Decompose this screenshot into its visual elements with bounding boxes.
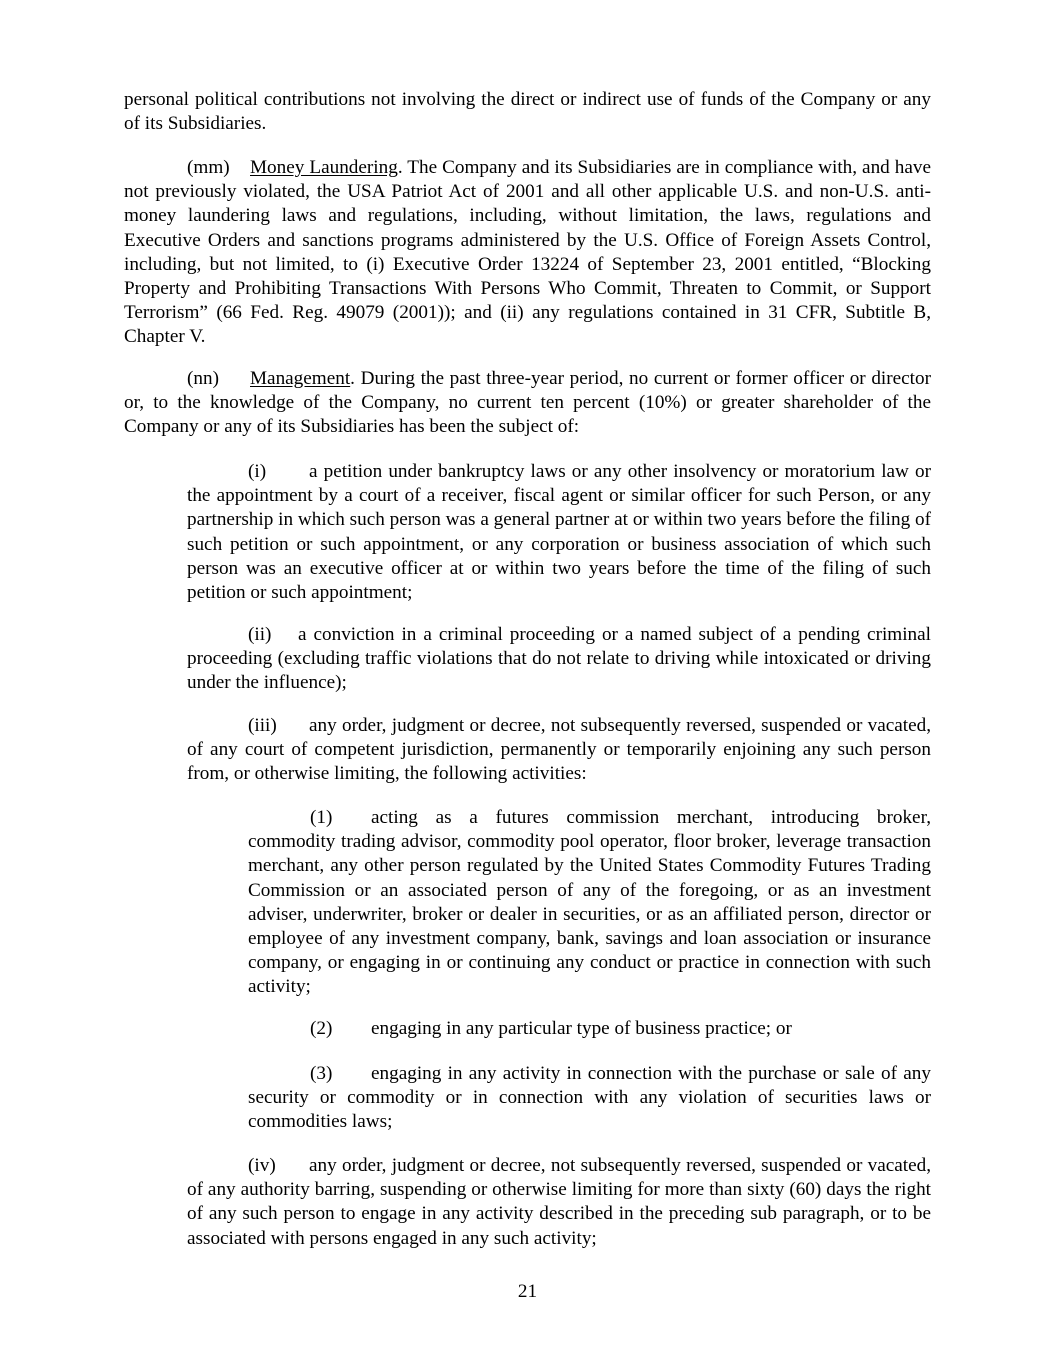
item-1-label: (1) <box>310 807 333 828</box>
section-nn-label: (nn) <box>187 368 219 389</box>
item-i-label: (i) <box>248 461 267 482</box>
item-iv-text: any order, judgment or decree, not subsequently reversed, suspended or vacated, of any authority barring, suspending or otherwise limiting for more than sixty (60) days the right of any such person to engage in any activity described in the preceding sub paragraph, or to be associated with persons engaged in any such activity; <box>187 1155 931 1249</box>
section-nn-heading: Management <box>250 368 351 389</box>
section-mm-label: (mm) <box>187 157 230 178</box>
item-1 <box>248 806 931 1000</box>
item-3-text: engaging in any activity in connection with the purchase or sale of any security or commodity or in connection with any violation of securities laws or commodities laws; <box>248 1063 931 1133</box>
item-3-label: (3) <box>310 1063 333 1084</box>
item-2 <box>248 1017 931 1041</box>
section-mm-heading: Money Laundering <box>250 157 398 178</box>
item-2-text: engaging in any particular type of business practice; or <box>371 1018 792 1039</box>
section-nn-management <box>124 367 931 440</box>
item-iii-text: any order, judgment or decree, not subsequently reversed, suspended or vacated, of any court of competent jurisdiction, permanently or temporarily enjoining any such person from, or otherwise limiting, the following activities: <box>187 715 931 785</box>
item-i <box>187 460 931 605</box>
item-iv <box>187 1154 931 1251</box>
section-mm-money-laundering <box>124 156 931 350</box>
page-number: 21 <box>517 1281 538 1302</box>
item-ii <box>187 623 931 696</box>
item-2-label: (2) <box>310 1018 333 1039</box>
item-iv-label: (iv) <box>248 1155 276 1176</box>
item-iii <box>187 714 931 787</box>
section-mm-text: . The Company and its Subsidiaries are in compliance with, and have not previously violated, the USA Patriot Act of 2001 and all other applicable U.S. and non-U.S. anti-money laundering laws and regulations, including, without limitation, the laws, regulations and Executive Orders and sanctions programs administered by the U.S. Office of Foreign Assets Control, including, but not limited, to (i) Executive Order 13224 of September 23, 2001 entitled, “Blocking Property and Prohibiting Transactions With Persons Who Commit, Threaten to Commit, or Support Terrorism” (66 Fed. Reg. 49079 (2001)); and (ii) any regulations contained in 31 CFR, Subtitle B, Chapter V. <box>124 157 931 348</box>
item-ii-label: (ii) <box>248 624 272 645</box>
section-nn-text: . During the past three-year period, no current or former officer or director or, to the knowledge of the Company, no current ten percent (10%) or greater shareholder of the Company or any of its Subsidiaries has been the subject of: <box>124 368 931 438</box>
paragraph-intro <box>124 88 931 136</box>
item-ii-text: a conviction in a criminal proceeding or a named subject of a pending criminal proceeding (excluding traffic violations that do not relate to driving while intoxicated or driving under the influence); <box>187 624 931 694</box>
item-i-text: a petition under bankruptcy laws or any other insolvency or moratorium law or the appointment by a court of a receiver, fiscal agent or similar officer for such Person, or any partnership in which such person was a general partner at or within two years before the filing of such petition or such appointment, or any corporation or business association of which such person was an executive officer at or within two years before the time of the filing of such petition or such appointment; <box>187 461 931 604</box>
item-3 <box>248 1062 931 1135</box>
intro-text: personal political contributions not involving the direct or indirect use of funds of the Company or any of its Subsidiaries. <box>124 89 931 135</box>
item-iii-label: (iii) <box>248 715 277 736</box>
item-1-text: acting as a futures commission merchant, introducing broker, commodity trading advisor, commodity pool operator, floor broker, leverage transaction merchant, any other person regulated by the United States Commodity Futures Trading Commission or an associated person of any of the foregoing, or as an investment adviser, underwriter, broker or dealer in securities, or as an affiliated person, director or employee of any investment company, bank, savings and loan association or insurance company, or engaging in or continuing any conduct or practice in connection with such activity; <box>248 807 931 998</box>
